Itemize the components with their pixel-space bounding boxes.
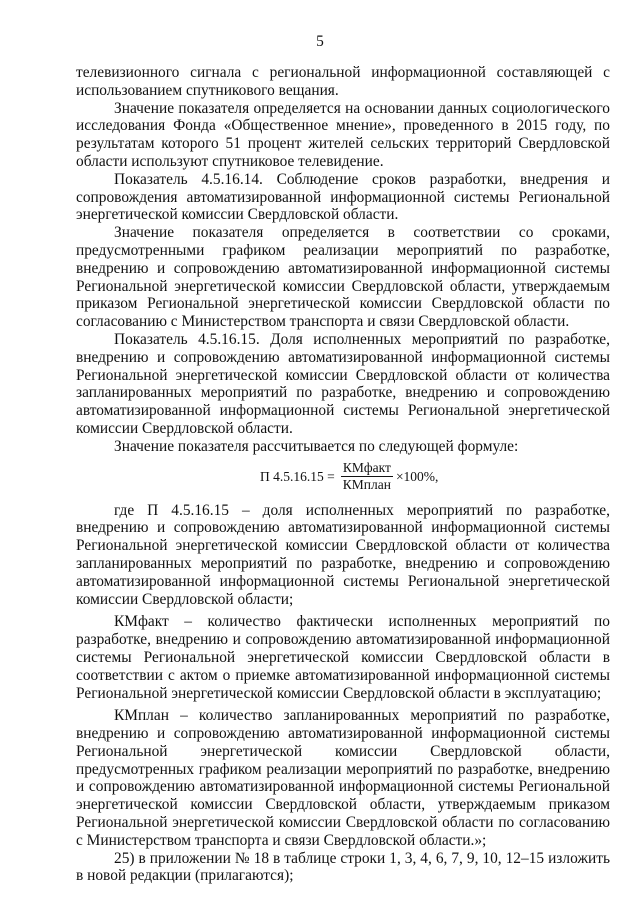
formula-fraction: [341, 461, 393, 492]
paragraph-indicator-4-5-16-15: Показатель 4.5.16.15. Доля исполненных мероприятий по разработке, внедрению и сопровождению автоматизированной информационной системы Региональной энергетической комиссии Свердловской области от количества запланированных мероприятий по разработке, внедрению и сопровождению автоматизированной информационной системы Региональной энергетической комиссии Свердловской области.: [76, 330, 610, 437]
formula: [76, 457, 610, 497]
formula-denominator: КМплан: [342, 477, 391, 493]
document-body: [76, 64, 610, 885]
paragraph-formula-definition-kmfact: КМфакт – количество фактически исполненных мероприятий по разработке, внедрению и сопровождению автоматизированной информационной системы Региональной энергетической комиссии Свердловской области в соответствии с актом о приемке автоматизированной информационной системы Региональной энергетической комиссии Свердловской области в эксплуатацию;: [76, 613, 610, 702]
paragraph-formula-definition-kmplan: КМплан – количество запланированных мероприятий по разработке, внедрению и сопровождению автоматизированной информационной системы Региональной энергетической комиссии Свердловской области, предусмотренных графиком реализации мероприятий по разработке, внедрению и сопровождению автоматизированной информационной системы Региональной энергетической комиссии Свердловской области, утверждаемым приказом Региональной энергетической комиссии Свердловской области по согласованию с Министерством транспорта и связи Свердловской области.»;: [76, 707, 610, 849]
paragraph-formula-definition-p: где П 4.5.16.15 – доля исполненных мероприятий по разработке, внедрению и сопровождению автоматизированной информационной системы Региональной энергетической комиссии Свердловской области от количества запланированных мероприятий по разработке, внедрению и сопровождению автоматизированной информационной системы Региональной энергетической комиссии Свердловской области;: [76, 501, 610, 608]
paragraph-indicator-4-5-16-14: Показатель 4.5.16.14. Соблюдение сроков разработки, внедрения и сопровождения автоматизированной информационной системы Региональной энергетической комиссии Свердловской области.: [76, 170, 610, 224]
formula-rhs: ×100%,: [395, 468, 439, 484]
paragraph-continuation: телевизионного сигнала с региональной информационной составляющей с использованием спутникового вещания.: [76, 64, 610, 99]
paragraph-indicator-value-source: Значение показателя определяется на основании данных социологического исследования Фонда «Общественное мнение», проведенного в 2015 году, по результатам которого 51 процент жителей сельских территорий Свердловской области используют спутниковое телевидение.: [76, 99, 610, 170]
paragraph-formula-intro: Значение показателя рассчитывается по следующей формуле:: [114, 437, 519, 455]
page-number: 5: [316, 33, 324, 50]
formula-numerator: КМфакт: [342, 460, 391, 476]
paragraph-indicator-4-5-16-14-value: Значение показателя определяется в соответствии со сроками, предусмотренными графиком реализации мероприятий по разработке, внедрению и сопровождению автоматизированной информационной системы Региональной энергетической комиссии Свердловской области, утверждаемым приказом Региональной энергетической комиссии Свердловской области по согласованию с Министерством транспорта и связи Свердловской области.: [76, 224, 610, 331]
formula-lhs: П 4.5.16.15 =: [260, 468, 335, 484]
paragraph-item-25: 25) в приложении № 18 в таблице строки 1, 3, 4, 6, 7, 9, 10, 12–15 изложить в новой редакции (прилагаются);: [76, 849, 610, 885]
